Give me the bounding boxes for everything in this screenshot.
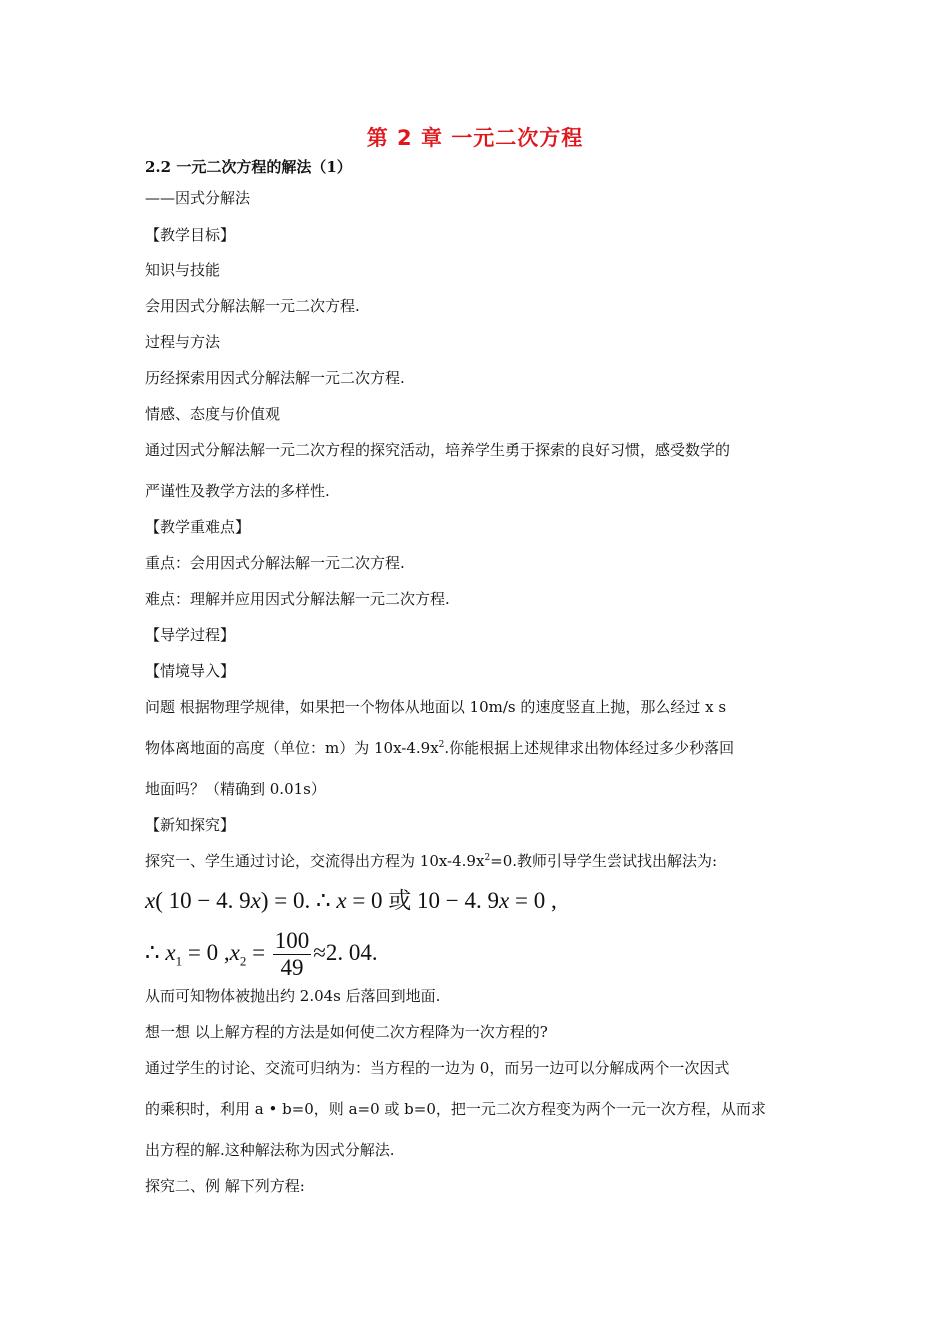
summary-line1: 通过学生的讨论、交流可归纳为：当方程的一边为 0，而另一边可以分解成两个一次因式	[145, 1059, 730, 1077]
explore-one-b: =0.教师引导学生尝试找出解法为:	[490, 852, 718, 870]
exponent: 2	[438, 740, 445, 750]
goals-heading: 【教学目标】	[145, 226, 236, 244]
problem-line3: 地面吗？（精确到 0.01s）	[145, 780, 326, 798]
exponent: 2	[484, 853, 491, 863]
process-text: 历经探索用因式分解法解一元二次方程.	[145, 369, 405, 387]
explore-one-a: 探究一、学生通过讨论，交流得出方程为 10x-4.9x	[145, 852, 485, 870]
fraction: $\frac{100}{49}$	[274, 928, 310, 980]
hard-point: 难点：理解并应用因式分解法解一元二次方程.	[145, 590, 450, 608]
equation-factored: x( 10 − 4. 9x) = 0. ∴ x = 0 或 10 − 4. 9x = 0 ,	[145, 888, 557, 913]
equation-solution: ∴ $x_1 = 0$ $,x_2$ = $\frac{100}{49}$ ≈2. 04.	[145, 928, 378, 980]
problem-line2-a: 物体离地面的高度（单位：m）为 10x-4.9x	[145, 739, 439, 757]
knowledge-text: 会用因式分解法解一元二次方程.	[145, 297, 360, 315]
section-subtitle: ——因式分解法	[145, 189, 251, 207]
explore-two-text: 探究二、例 解下列方程:	[145, 1177, 305, 1195]
emotion-text-line2: 严谨性及教学方法的多样性.	[145, 482, 330, 500]
think-text: 想一想 以上解方程的方法是如何使二次方程降为一次方程的?	[145, 1023, 548, 1041]
key-difficulty-heading: 【教学重难点】	[145, 518, 251, 536]
emotion-heading: 情感、态度与价值观	[145, 405, 281, 423]
conclusion-text: 从而可知物体被抛出约 2.04s 后落回到地面.	[145, 987, 441, 1005]
explore-one-text	[145, 851, 717, 871]
emotion-text-line1: 通过因式分解法解一元二次方程的探究活动，培养学生勇于探索的良好习惯，感受数学的	[145, 441, 731, 459]
knowledge-heading: 知识与技能	[145, 261, 221, 279]
explore-heading: 【新知探究】	[145, 816, 236, 834]
process-heading: 过程与方法	[145, 333, 221, 351]
problem-line2-b: .你能根据上述规律求出物体经过多少秒落回	[444, 739, 735, 757]
summary-line2: 的乘积时，利用 a • b=0，则 a=0 或 b=0，把一元二次方程变为两个一元一次方程，从而求	[145, 1100, 766, 1118]
intro-heading: 【情境导入】	[145, 662, 236, 680]
problem-line1: 问题 根据物理学规律，如果把一个物体从地面以 10m/s 的速度竖直上抛，那么经过 x s	[145, 698, 727, 716]
problem-line2	[145, 738, 734, 758]
chapter-title: 第 2 章 一元二次方程	[366, 126, 584, 150]
summary-line3: 出方程的解.这种解法称为因式分解法.	[145, 1141, 395, 1159]
key-point: 重点：会用因式分解法解一元二次方程.	[145, 554, 405, 572]
guided-process-heading: 【导学过程】	[145, 626, 236, 644]
section-heading: 2.2 一元二次方程的解法（1）	[145, 158, 352, 176]
